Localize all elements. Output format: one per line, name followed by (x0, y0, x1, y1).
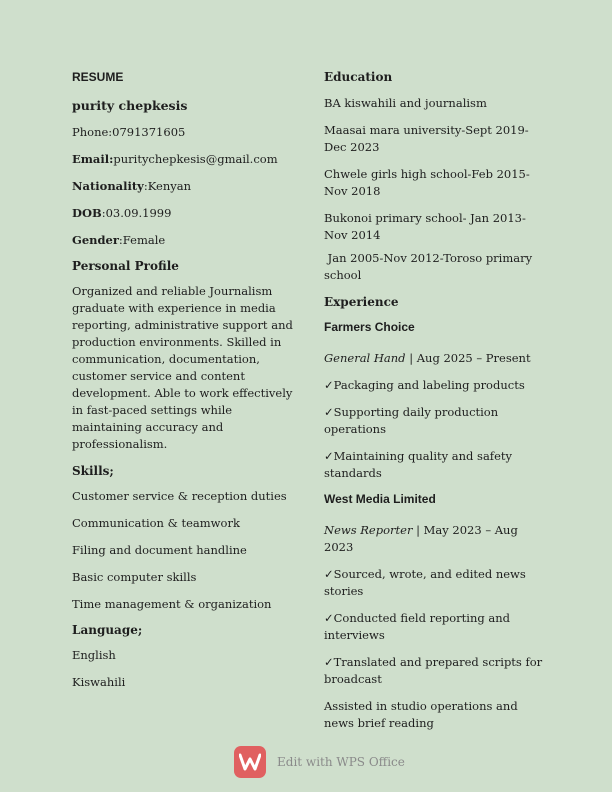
language-item: Kiswahili (72, 675, 126, 689)
skill-item: Customer service & reception duties (72, 489, 287, 503)
job-company: West Media Limited (324, 492, 436, 506)
job-duty: ✓Packaging and labeling products (324, 378, 525, 392)
profile-text: Organized and reliable Journalism graduate with experience in media reporting, administrative support and production environments. Skilled in communication, documentation, customer service and content development. Able to work effectively in fast-paced settings while maintaining accuracy and professionalism. (72, 284, 293, 451)
skills-heading: Skills; (72, 464, 114, 478)
skill-item: Basic computer skills (72, 570, 197, 584)
gender (72, 232, 294, 249)
job-duty: ✓Maintaining quality and safety standards (324, 449, 512, 480)
skill-item: Time management & organization (72, 597, 272, 611)
job-period: | Aug 2025 – Present (405, 351, 531, 365)
job-role-line (324, 522, 546, 556)
education-heading: Education (324, 70, 393, 84)
education-item: Chwele girls high school-Feb 2015-Nov 2018 (324, 167, 530, 198)
dob-label: DOB (72, 206, 102, 220)
language-heading: Language; (72, 623, 143, 637)
language-item: English (72, 648, 116, 662)
dob (72, 205, 294, 222)
wps-text[interactable]: Edit with WPS Office (277, 755, 405, 769)
gender-label: Gender (72, 233, 119, 247)
job-company: Farmers Choice (324, 320, 415, 334)
phone: Phone:0791371605 (72, 125, 186, 139)
gender-value: :Female (118, 233, 166, 247)
left-column (72, 70, 294, 691)
education-item: Bukonoi primary school- Jan 2013-Nov 2014 (324, 211, 526, 242)
skill-item: Filing and document handline (72, 543, 247, 557)
education-item: BA kiswahili and journalism (324, 96, 487, 110)
job-role-line (324, 350, 546, 367)
experience-heading: Experience (324, 295, 399, 309)
job-role: General Hand (324, 351, 406, 365)
candidate-name: purity chepkesis (72, 98, 188, 113)
right-column (324, 70, 546, 732)
email-label: Email: (72, 152, 114, 166)
job-duty: ✓Conducted field reporting and interviews (324, 611, 511, 642)
wps-watermark[interactable] (234, 746, 405, 778)
skill-item: Communication & teamwork (72, 516, 240, 530)
wps-logo-icon[interactable] (234, 746, 266, 778)
job-duty: ✓Translated and prepared scripts for broadcast (324, 655, 543, 686)
nationality-label: Nationality (72, 179, 144, 193)
profile-heading: Personal Profile (72, 259, 179, 273)
email-value: puritychepkesis@gmail.com (113, 152, 278, 166)
resume-title: RESUME (72, 70, 124, 84)
job-duty: ✓Supporting daily production operations (324, 405, 499, 436)
job-period: | May 2023 – Aug 2023 (324, 523, 518, 554)
nationality (72, 178, 294, 195)
email (72, 151, 294, 168)
job-duty: ✓Sourced, wrote, and edited news stories (324, 567, 526, 598)
nationality-value: :Kenyan (143, 179, 191, 193)
education-item: Jan 2005-Nov 2012-Toroso primary school (324, 251, 536, 282)
job-role: News Reporter (324, 523, 413, 537)
education-item: Maasai mara university-Sept 2019-Dec 2023 (324, 123, 529, 154)
dob-value: :03.09.1999 (101, 206, 172, 220)
job-duty: Assisted in studio operations and news brief reading (324, 699, 518, 730)
